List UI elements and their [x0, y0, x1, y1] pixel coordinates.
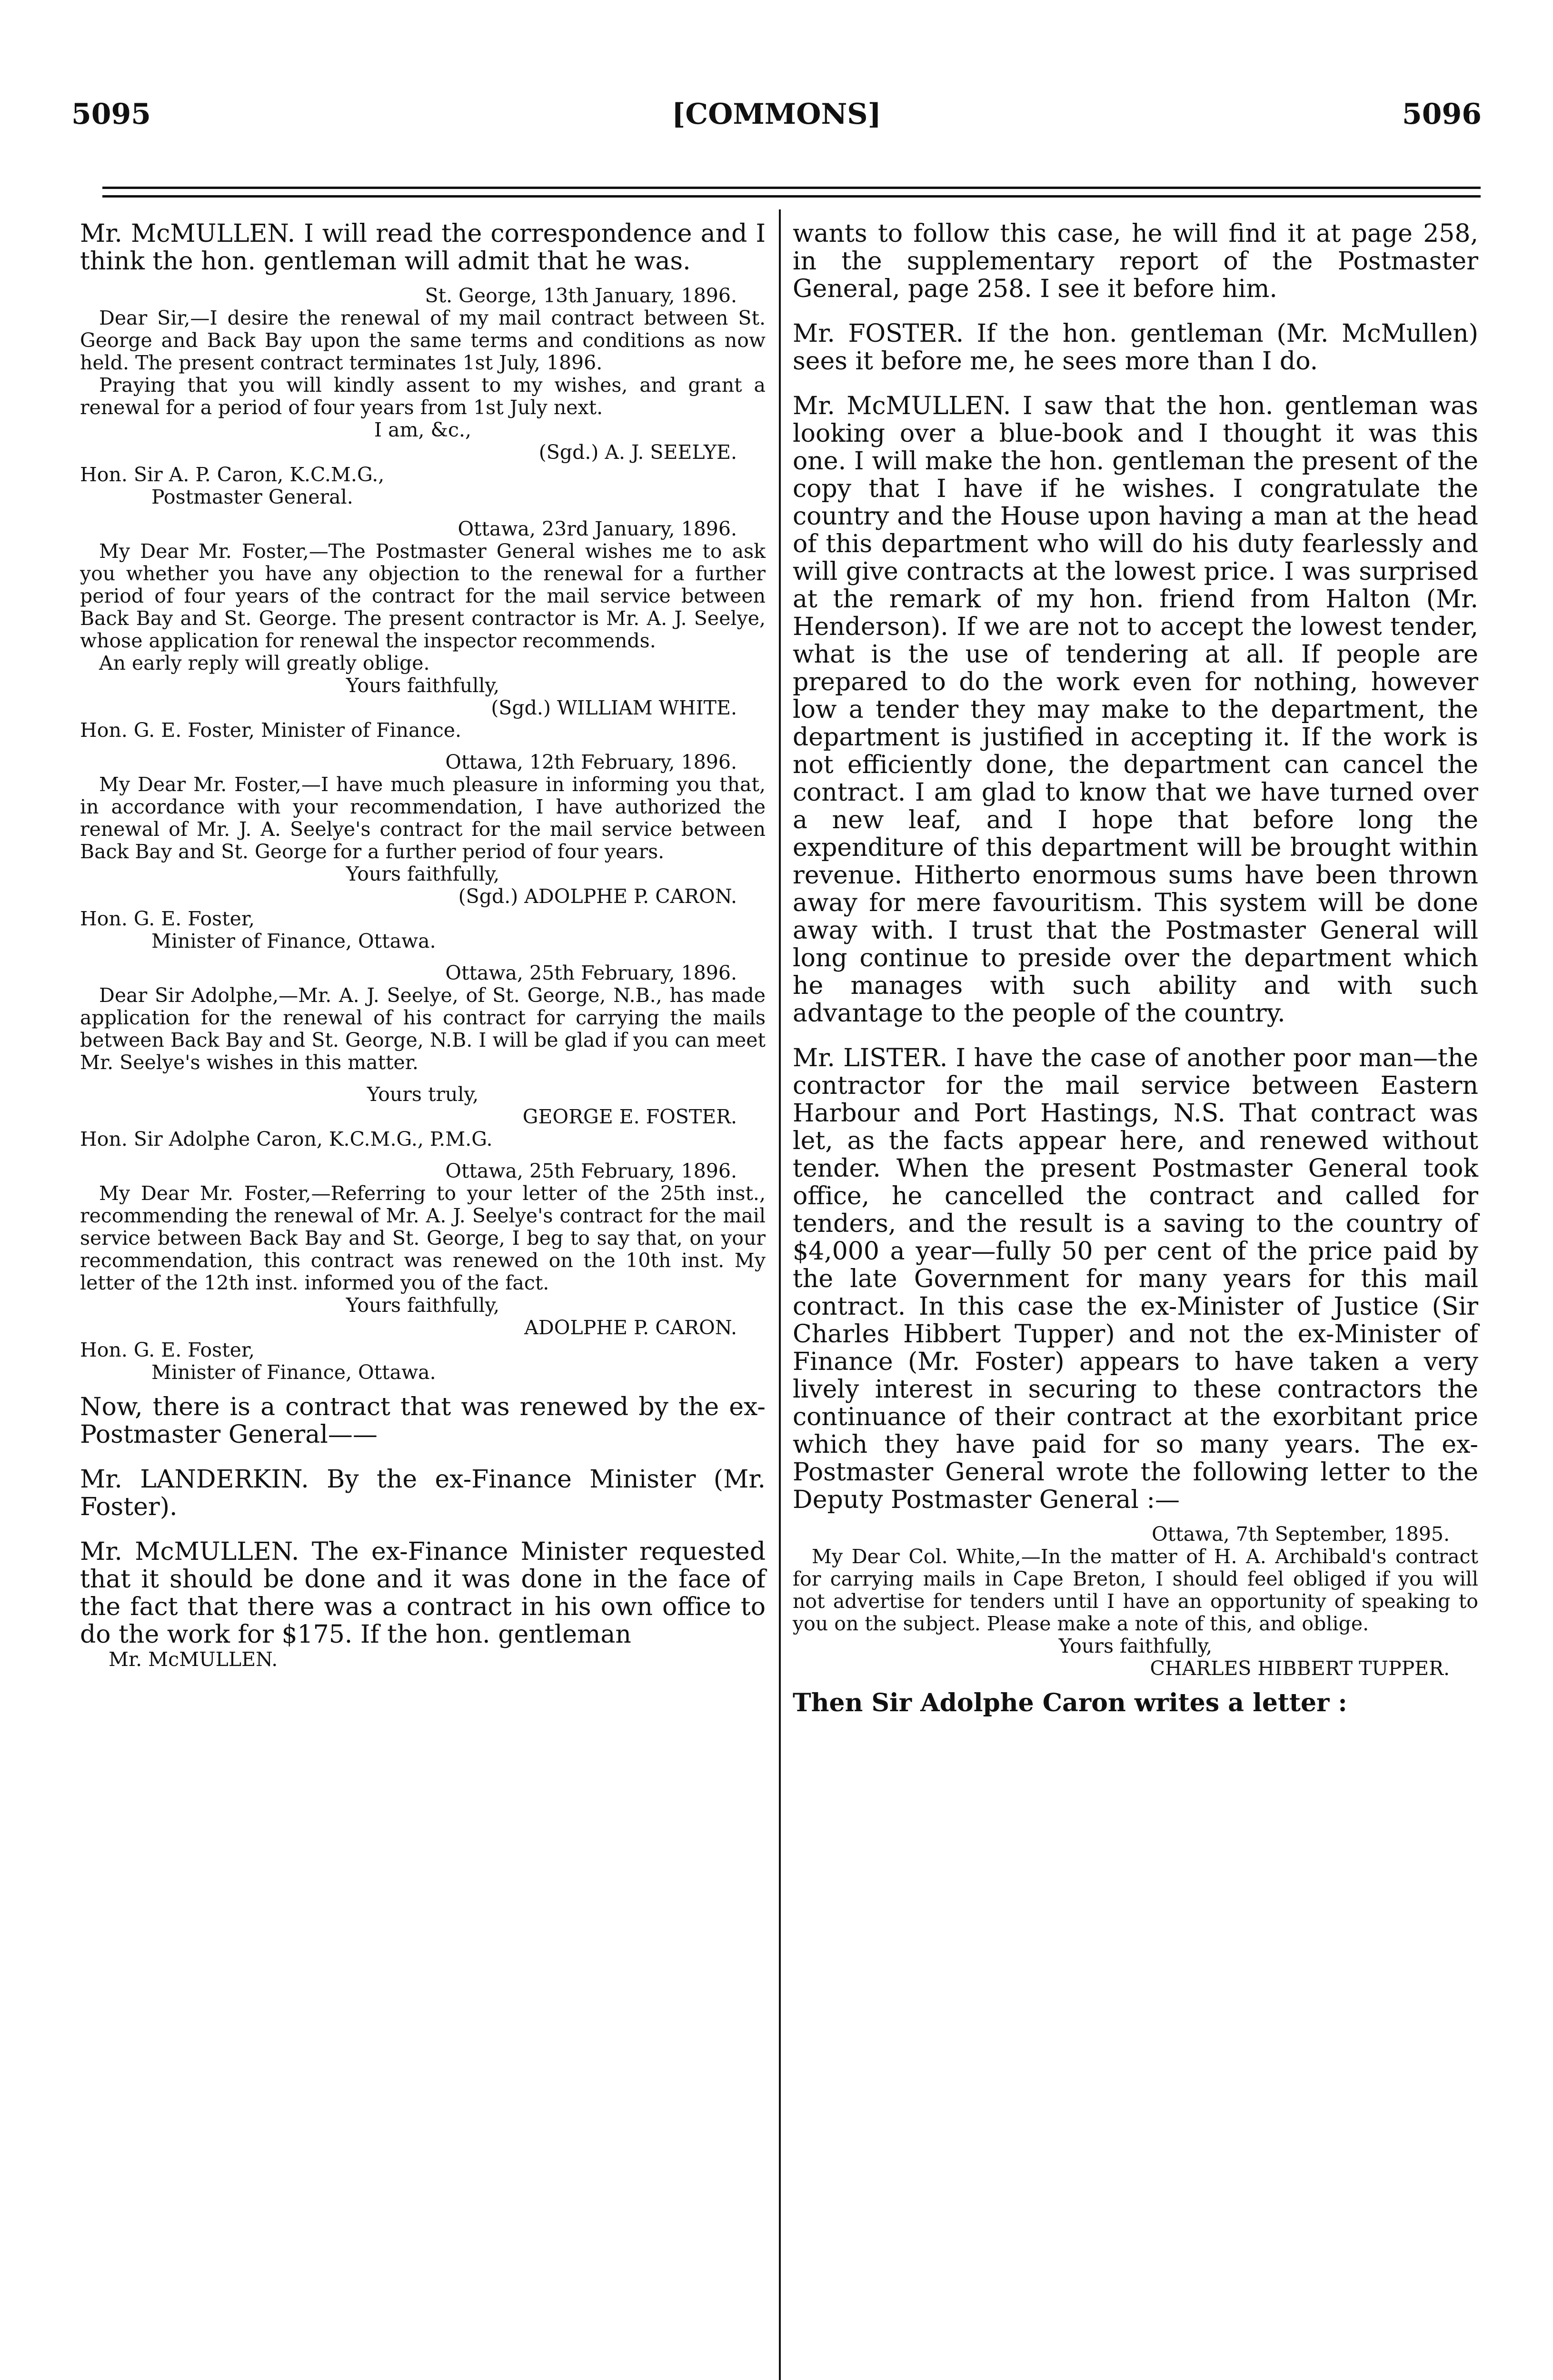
letter-closing: Yours faithfully, [346, 1294, 500, 1317]
letter-body: My Dear Col. White,—In the matter of H. A. Archibald's contract for carrying mails in Cape Breton, I should feel obliged if you will not advertise for tenders until I have an opportunity of speaking to you on the subject. Please make a note of this, and oblige. [793, 1545, 1478, 1635]
letter-signature: CHARLES HIBBERT TUPPER. [1150, 1657, 1450, 1680]
letter-body: Dear Sir,—I desire the renewal of my mail contract between St. George and Back Bay upon the same terms and conditions as now held. The present contract terminates 1st July, 1896. [80, 307, 766, 374]
speech-lister: Mr. LISTER. I have the case of another poor man—the contractor for the mail service between Eastern Harbour and Port Hastings, N.S. That contract was let, as the facts appear here, and renewed without tender. When the present Postmaster General took office, he cancelled the contract and called for tenders, and the result is a saving to the country of $4,000 a year—fully 50 per cent of the price paid by the late Government for many years for this mail contract. In this case the ex-Minister of Justice (Sir Charles Hibbert Tupper) and not the ex-Minister of Finance (Mr. Foster) appears to have taken a very lively interest in securing to these contractors the continuance of their contract at the exorbitant price which they have paid for so many years. The ex-Postmaster General wrote the following letter to the Deputy Postmaster General :— [793, 1044, 1478, 1514]
letter-body: My Dear Mr. Foster,—The Postmaster General wishes me to ask you whether you have any objection to the renewal for a further period of four years of the contract for the mail service between Back Bay and St. George. The present contractor is Mr. A. J. Seelye, whose application for renewal the inspector recommends. [80, 540, 766, 652]
speech-landerkin: Mr. LANDERKIN. By the ex-Finance Minister (Mr. Foster). [80, 1465, 766, 1521]
letter-body: Praying that you will kindly assent to my wishes, and grant a renewal for a period of four years from 1st July next. [80, 374, 766, 419]
page-header [71, 98, 1482, 136]
letter-closing: I am, &c., [374, 418, 472, 441]
left-column [80, 220, 766, 1671]
running-footer: Mr. McMULLEN. [109, 1648, 278, 1671]
speech-mcmullen-3: Mr. McMULLEN. The ex-Finance Minister requested that it should be done and it was done in the face of the fact that there was a contract in his own office to do the work for $175. If the hon. gentleman [80, 1537, 766, 1649]
speech-foster: Mr. FOSTER. If the hon. gentleman (Mr. McMullen) sees it before me, he sees more than I do. [793, 319, 1478, 376]
letter-date: Ottawa, 7th September, 1895. [1152, 1523, 1450, 1546]
letter-closing: Yours truly, [367, 1083, 479, 1106]
letter-signature: GEORGE E. FOSTER. [522, 1105, 737, 1128]
letter-addressee: Hon. G. E. Foster, [80, 1339, 255, 1361]
letter-signature: ADOLPHE P. CARON. [524, 1316, 737, 1339]
letter-body: An early reply will greatly oblige. [99, 652, 430, 674]
letter-signature: (Sgd.) ADOLPHE P. CARON. [458, 885, 737, 908]
letter-addressee: Hon. Sir A. P. Caron, K.C.M.G., [80, 463, 385, 486]
speech-mcmullen-4: Mr. McMULLEN. I saw that the hon. gentleman was looking over a blue-book and I thought it was this one. I will make the hon. gentleman the present of the copy that I have if he wishes. I congratulate the country and the House upon having a man at the head of this department who will do his duty fearlessly and will give contracts at the lowest price. I was surprised at the remark of my hon. friend from Halton (Mr. Henderson). If we are not to accept the lowest tender, what is the use of tendering at all. If people are prepared to do the work even for nothing, however low a tender they may make to the department, the department is justified in accepting it. If the work is not efficiently done, the department can cancel the contract. I am glad to know that we have turned over a new leaf, and I hope that before long the expenditure of this department will be brought within revenue. Hitherto enormous sums have been thrown away for mere favouritism. This system will be done away with. I trust that the Postmaster General will long continue to preside over the department which he manages with such ability and with such advantage to the people of the country. [793, 392, 1478, 1028]
letter-date: Ottawa, 25th February, 1896. [445, 1160, 737, 1182]
letter-date: Ottawa, 12th February, 1896. [445, 751, 737, 774]
letter-date: Ottawa, 23rd January, 1896. [458, 517, 737, 540]
speech-continuation: wants to follow this case, he will find it at page 258, in the supplementary report of the Postmaster General, page 258. I see it before him. [793, 219, 1478, 303]
speech-mcmullen-1: Mr. McMULLEN. I will read the correspondence and I think the hon. gentleman will admit that he was. [80, 219, 766, 276]
header-rule-top [102, 187, 1481, 189]
letter-addressee: Hon. G. E. Foster, [80, 907, 255, 930]
letter-addressee: Hon. Sir Adolphe Caron, K.C.M.G., P.M.G. [80, 1128, 493, 1150]
letter-body: My Dear Mr. Foster,—Referring to your letter of the 25th inst., recommending the renewal of Mr. A. J. Seelye's contract for the mail service between Back Bay and St. George, I beg to say that, on your recommendation, this contract was renewed on the 10th inst. My letter of the 12th inst. informed you of the fact. [80, 1182, 766, 1294]
right-column [793, 220, 1478, 1717]
letter-addressee: Hon. G. E. Foster, Minister of Finance. [80, 719, 462, 742]
column-divider [779, 209, 781, 2380]
letter-signature: (Sgd.) WILLIAM WHITE. [491, 696, 737, 719]
header-rule-bottom [102, 195, 1481, 198]
speech-lister-continued: Then Sir Adolphe Caron writes a letter : [793, 1688, 1347, 1717]
letter-addressee-title: Minister of Finance, Ottawa. [151, 930, 436, 952]
letter-signature: (Sgd.) A. J. SEELYE. [538, 441, 737, 464]
letter-body: Dear Sir Adolphe,—Mr. A. J. Seelye, of St. George, N.B., has made application for the renewal of his contract for carrying the mails between Back Bay and St. George, N.B. I will be glad if you can meet Mr. Seelye's wishes in this matter. [80, 984, 766, 1074]
letter-date: Ottawa, 25th February, 1896. [445, 962, 737, 984]
letter-addressee-title: Minister of Finance, Ottawa. [151, 1361, 436, 1384]
letter-closing: Yours faithfully, [346, 863, 500, 885]
letter-date: St. George, 13th January, 1896. [425, 284, 737, 307]
letter-closing: Yours faithfully, [1058, 1635, 1213, 1657]
letter-addressee-title: Postmaster General. [151, 486, 353, 508]
page-number-right: 5096 [1402, 98, 1482, 131]
letter-closing: Yours faithfully, [346, 674, 500, 697]
page-title: [COMMONS] [671, 98, 882, 131]
speech-mcmullen-2: Now, there is a contract that was renewed by the ex-Postmaster General—— [80, 1393, 766, 1449]
letter-body: My Dear Mr. Foster,—I have much pleasure in informing you that, in accordance with your recommendation, I have authorized the renewal of Mr. J. A. Seelye's contract for the mail service between Back Bay and St. George for a further period of four years. [80, 773, 766, 863]
page-number-left: 5095 [71, 98, 151, 131]
